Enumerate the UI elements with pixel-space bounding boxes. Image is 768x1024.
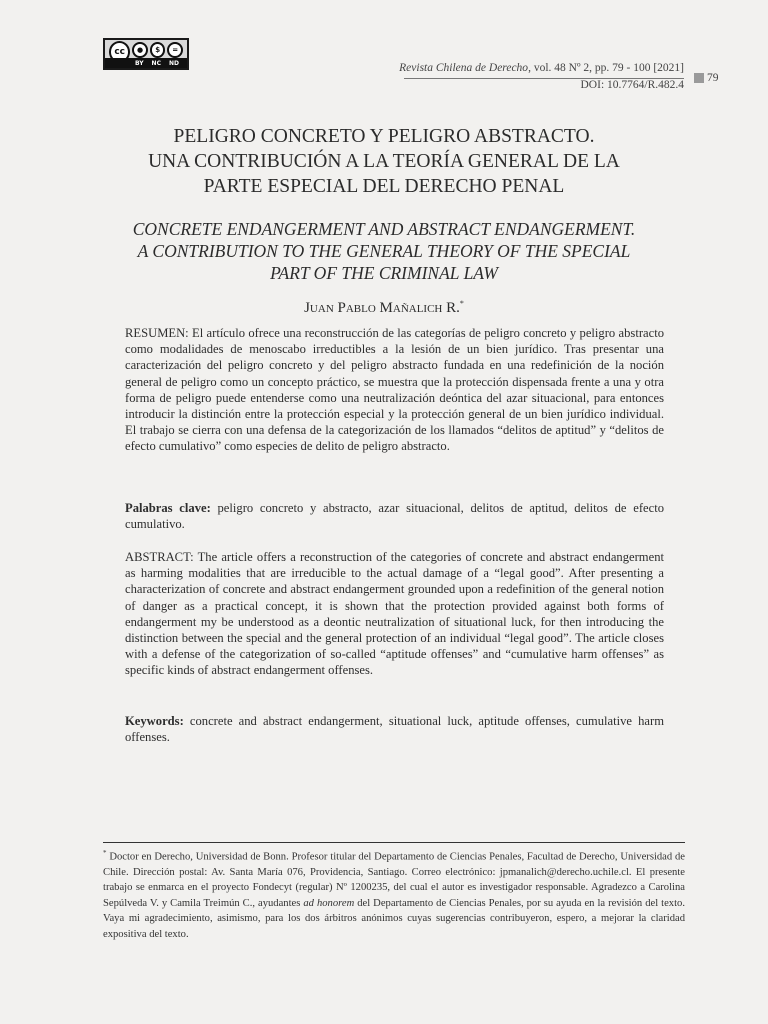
keywords <box>125 713 664 745</box>
footnote-text-1: Doctor en Derecho, Universidad de Bonn. Profesor titular del Departamento de Ciencias Penales, Facultad de Derecho, Universidad de Chile. Dirección postal: Av. Santa María 076, Providencia, Santiago. Correo electrónico: jpmanalich@derecho.uchile.cl. El presente trabajo se enmarca en el proyecto Fondecyt (regular) Nº 1200235, del cual el autor es investigador responsable. Agradezco a Carolina Sepúlveda V. y Camila Treimún C., ayudantes <box>103 851 685 909</box>
journal-citation <box>399 60 684 77</box>
author-line <box>110 299 658 317</box>
author-name: Juan Pablo Mañalich R. <box>304 300 460 316</box>
journal-name: Revista Chilena de Derecho <box>399 62 529 74</box>
title-es-line-3: PARTE ESPECIAL DEL DERECHO PENAL <box>203 176 565 197</box>
license-nd: ND <box>168 59 179 67</box>
keywords-label: Keywords: <box>125 714 184 728</box>
noncommercial-icon: $ <box>150 42 166 58</box>
title-es-line-2: UNA CONTRIBUCIÓN A LA TEORÍA GENERAL DE LA <box>148 151 620 172</box>
footnote-text-2: del Departamento de Ciencias Penales, por su ayuda en la revisión del texto. Vaya mi agradecimiento, asimismo, para los dos árbitros anónimos cuyas sugerencias contribuyeron, espero, a mejorar la claridad expositiva del texto. <box>103 897 685 940</box>
header-divider <box>404 78 684 79</box>
doi: DOI: 10.7764/R.482.4 <box>580 79 684 91</box>
creative-commons-badge <box>103 38 189 70</box>
abstract-paragraph: ABSTRACT: The article offers a reconstruction of the categories of concrete and abstract endangerment as harming modalities that are irreducible to the actual damage of a “legal good”. After presenting a characterization of concrete and abstract endangerment grounded upon a redefinition of the general notion of danger as a practical concept, it is shown that the protection provided against both forms of endangerment my be understood as a deontic neutralization of situational luck, for then introducing the distinction between the special and the general protection of an individual “legal good”. The article closes with a defense of the categorization of so-called “aptitude offenses” and “cumulative harm offenses” as specific kinds of abstract endangerment offenses. <box>125 550 664 678</box>
page-number-value: 79 <box>707 72 719 84</box>
title-es-line-1: PELIGRO CONCRETO Y PELIGRO ABSTRACTO. <box>173 126 595 147</box>
volume-info: , vol. 48 Nº 2, pp. 79 - 100 [2021] <box>528 62 684 74</box>
title-spanish <box>110 124 658 199</box>
footnote-italic: ad honorem <box>303 897 355 909</box>
title-en-line-1: CONCRETE ENDANGERMENT AND ABSTRACT ENDANGERMENT. <box>132 219 636 239</box>
resumen-paragraph: RESUMEN: El artículo ofrece una reconstrucción de las categorías de peligro concreto y peligro abstracto como modalidades de menoscabo irreductibles a la lesión de un bien jurídico. Tras presentar una caracterización del peligro concreto y del peligro abstracto fundada en una redefinición de la noción general de peligro como un concepto práctico, se muestra que la protección dispensada frente a una y otra forma de peligro puede entenderse como una neutralización deóntica del azar situacional, para entonces introducir la distinción entre la protección especial y la protección general de un bien jurídico individual. El trabajo se cierra con una defensa de la categorización de los llamados “delitos de aptitud” y “delitos de efecto cumulativo” como especies de delito de peligro abstracto. <box>125 326 664 454</box>
running-header <box>399 60 684 94</box>
attribution-icon: ● <box>132 42 148 58</box>
page-marker-icon <box>694 73 704 83</box>
title-english <box>100 218 668 284</box>
cc-icon: cc <box>109 41 130 63</box>
title-en-line-3: PART OF THE CRIMINAL LAW <box>270 263 498 283</box>
author-footnote-mark: * <box>459 299 464 308</box>
keywords-text: concrete and abstract endangerment, situational luck, aptitude offenses, cumulative harm offenses. <box>125 714 664 745</box>
title-en-line-2: A CONTRIBUTION TO THE GENERAL THEORY OF THE SPECIAL <box>137 241 631 261</box>
license-by: BY <box>134 59 144 67</box>
palabras-clave-label: Palabras clave: <box>125 501 211 515</box>
palabras-clave <box>125 500 664 532</box>
page-number <box>694 72 719 84</box>
footnote-mark: * <box>103 849 107 857</box>
license-nc: NC <box>151 59 161 67</box>
author-footnote <box>103 846 685 942</box>
noderivatives-icon: = <box>167 42 183 58</box>
license-labels <box>105 58 187 68</box>
palabras-clave-text: peligro concreto y abstracto, azar situacional, delitos de aptitud, delitos de efecto cumulativo. <box>125 501 664 532</box>
footnote-divider <box>103 842 685 843</box>
